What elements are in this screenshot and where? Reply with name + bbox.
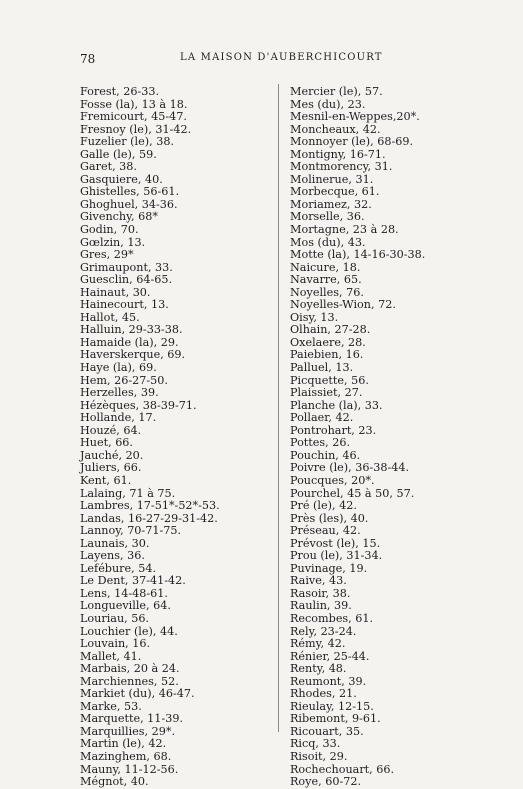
index-entry: Fresnoy (le), 31-42.: [80, 122, 192, 136]
index-entry: Picquette, 56.: [290, 373, 369, 387]
index-entry: Monnoyer (le), 68-69.: [290, 135, 414, 149]
index-entry: Pottes, 26.: [290, 436, 351, 450]
index-entry: Mercier (le), 57.: [290, 85, 383, 98]
index-entry: Hallot, 45.: [80, 310, 140, 324]
index-entry: Forest, 26-33.: [80, 85, 160, 98]
running-title: LA MAISON D'AUBERCHICOURT: [180, 52, 383, 63]
index-entry: Louriau, 56.: [80, 611, 150, 625]
index-entry: Motte (la), 14-16-30-38.: [290, 248, 426, 262]
index-entry: Lalaing, 71 à 75.: [80, 486, 176, 500]
index-entry: Près (les), 40.: [290, 511, 369, 525]
index-entry: Mos (du), 43.: [290, 235, 366, 249]
index-entry: Renty, 48.: [290, 662, 347, 676]
index-entry: Puvinage, 19.: [290, 561, 368, 575]
index-entry: Lens, 14-48-61.: [80, 586, 168, 600]
index-entry: Palluel, 13.: [290, 361, 354, 375]
index-entry: Montmorency, 31.: [290, 160, 393, 174]
index-entry: Jauché, 20.: [80, 448, 144, 462]
index-column-right: [290, 86, 450, 789]
index-entry: Lefébure, 54.: [80, 561, 157, 575]
index-entry: Ribemont, 9-61.: [290, 712, 381, 726]
index-entry: Roye, 60-72.: [290, 775, 362, 789]
index-entry: Risoit, 29.: [290, 749, 348, 763]
index-entry: Kent, 61.: [80, 473, 132, 487]
index-entry: Le Dent, 37-41-42.: [80, 574, 186, 588]
index-entry: Pouchin, 46.: [290, 448, 361, 462]
index-entry: Paiebien, 16.: [290, 348, 364, 362]
index-entry: Ghistelles, 56-61.: [80, 185, 180, 199]
index-entry: Martin (le), 42.: [80, 737, 167, 751]
index-entry: Oisy, 13.: [290, 310, 339, 324]
index-entry: Godin, 70.: [80, 223, 139, 237]
index-entry: Halluin, 29-33-38.: [80, 323, 183, 337]
index-entry: Plaissiet, 27.: [290, 386, 363, 400]
index-entry: Givenchy, 68*: [80, 210, 158, 224]
index-entry: Rely, 23-24.: [290, 624, 357, 638]
index-entry: Hainaut, 30.: [80, 285, 151, 299]
index-entry: Noyelles, 76.: [290, 285, 364, 299]
page-number: 78: [80, 52, 96, 66]
index-entry: Grimaupont, 33.: [80, 260, 173, 274]
index-entry: Mes (du), 23.: [290, 97, 366, 111]
index-entry: Mortagne, 23 à 28.: [290, 223, 399, 237]
index-entry: Galle (le), 59.: [80, 147, 157, 161]
index-entry: Raulin, 39.: [290, 599, 352, 613]
index-entry: Lannoy, 70-71-75.: [80, 524, 182, 538]
index-entry: Rhodes, 21.: [290, 687, 357, 701]
index-entry: Louchier (le), 44.: [80, 624, 178, 638]
index-entry: Rémy, 42.: [290, 637, 346, 651]
index-entry: Hollande, 17.: [80, 411, 157, 425]
index-entry: Naicure, 18.: [290, 260, 361, 274]
index-entry: Haverskerque, 69.: [80, 348, 186, 362]
index-entry: Rénier, 25-44.: [290, 649, 370, 663]
index-entry: Landas, 16-27-29-31-42.: [80, 511, 218, 525]
index-entry: Houzé, 64.: [80, 423, 142, 437]
index-entry: Rasoir, 38.: [290, 586, 351, 600]
index-entry: Hem, 26-27-50.: [80, 373, 168, 387]
index-entry: Garet, 38.: [80, 160, 137, 174]
index-entry: Morselle, 36.: [290, 210, 365, 224]
index-entry: Montigny, 16-71.: [290, 147, 386, 161]
index-entry: Marquette, 11-39.: [80, 712, 183, 726]
index-entry: Prou (le), 31-34.: [290, 549, 383, 563]
index-entry: Rieulay, 12-15.: [290, 699, 374, 713]
index-entry: Markiet (du), 46-47.: [80, 687, 195, 701]
index-entry: Louvain, 16.: [80, 637, 151, 651]
index-entry: Planche (la), 33.: [290, 398, 383, 412]
index-entry: Hézèques, 38-39-71.: [80, 398, 197, 412]
index-entry: Pollaer, 42.: [290, 411, 354, 425]
index-entry: Recombes, 61.: [290, 611, 374, 625]
index-entry: Morbecque, 61.: [290, 185, 380, 199]
index-entry: Oxelaere, 28.: [290, 335, 366, 349]
index-entry: Mesnil-en-Weppes,20*.: [290, 110, 420, 124]
index-entry: Pourchel, 45 à 50, 57.: [290, 486, 415, 500]
index-entry: Rochechouart, 66.: [290, 762, 395, 776]
index-entry: Mégnot, 40.: [80, 775, 149, 789]
index-entry: Poivre (le), 36-38-44.: [290, 461, 410, 475]
index-entry: Huet, 66.: [80, 436, 133, 450]
index-entry: Launais, 30.: [80, 536, 150, 550]
index-entry: Ricouart, 35.: [290, 724, 364, 738]
index-entry: Layens, 36.: [80, 549, 145, 563]
index-entry: Navarre, 65.: [290, 273, 362, 287]
index-entry: Fremicourt, 45-47.: [80, 110, 187, 124]
column-divider: [278, 84, 279, 732]
index-entry: Ghoghuel, 34-36.: [80, 197, 178, 211]
index-entry: Hamaide (la), 29.: [80, 335, 179, 349]
index-entry: Fuzelier (le), 38.: [80, 135, 174, 149]
index-entry: Pré (le), 42.: [290, 499, 357, 513]
index-entry: Marchiennes, 52.: [80, 674, 179, 688]
index-entry: Longueville, 64.: [80, 599, 171, 613]
index-entry: Mallet, 41.: [80, 649, 142, 663]
index-entry: Ricq, 33.: [290, 737, 341, 751]
index-entry: Pontrohart, 23.: [290, 423, 377, 437]
index-entry: Lambres, 17-51*-52*-53.: [80, 499, 220, 513]
index-entry: Reumont, 39.: [290, 674, 367, 688]
index-column-left: [80, 86, 270, 789]
index-entry: Fosse (la), 13 à 18.: [80, 97, 188, 111]
index-entry: Haye (la), 69.: [80, 361, 157, 375]
index-entry: Gasquiere, 40.: [80, 172, 163, 186]
index-entry: Gœlzin, 13.: [80, 235, 146, 249]
index-entry: Gres, 29*: [80, 248, 134, 262]
index-entry: Olhain, 27-28.: [290, 323, 371, 337]
index-entry: Herzelles, 39.: [80, 386, 159, 400]
index-entry: Poucques, 20*.: [290, 473, 375, 487]
index-entry: Juliers, 66.: [80, 461, 142, 475]
index-entry: Marquillies, 29*.: [80, 724, 176, 738]
index-entry: Moriamez, 32.: [290, 197, 372, 211]
index-entry: Prévost (le), 15.: [290, 536, 381, 550]
index-entry: Raive, 43.: [290, 574, 347, 588]
index-entry: Mazinghem, 68.: [80, 749, 172, 763]
index-entry: Noyelles-Wion, 72.: [290, 298, 396, 312]
index-entry: Moncheaux, 42.: [290, 122, 381, 136]
index-entry: Préseau, 42.: [290, 524, 361, 538]
index-entry: Marbais, 20 à 24.: [80, 662, 180, 676]
index-entry: Hainecourt, 13.: [80, 298, 169, 312]
index-entry: Guesclin, 64-65.: [80, 273, 173, 287]
index-entry: Mauny, 11-12-56.: [80, 762, 179, 776]
index-entry: Molinerue, 31.: [290, 172, 374, 186]
index-entry: Marke, 53.: [80, 699, 142, 713]
